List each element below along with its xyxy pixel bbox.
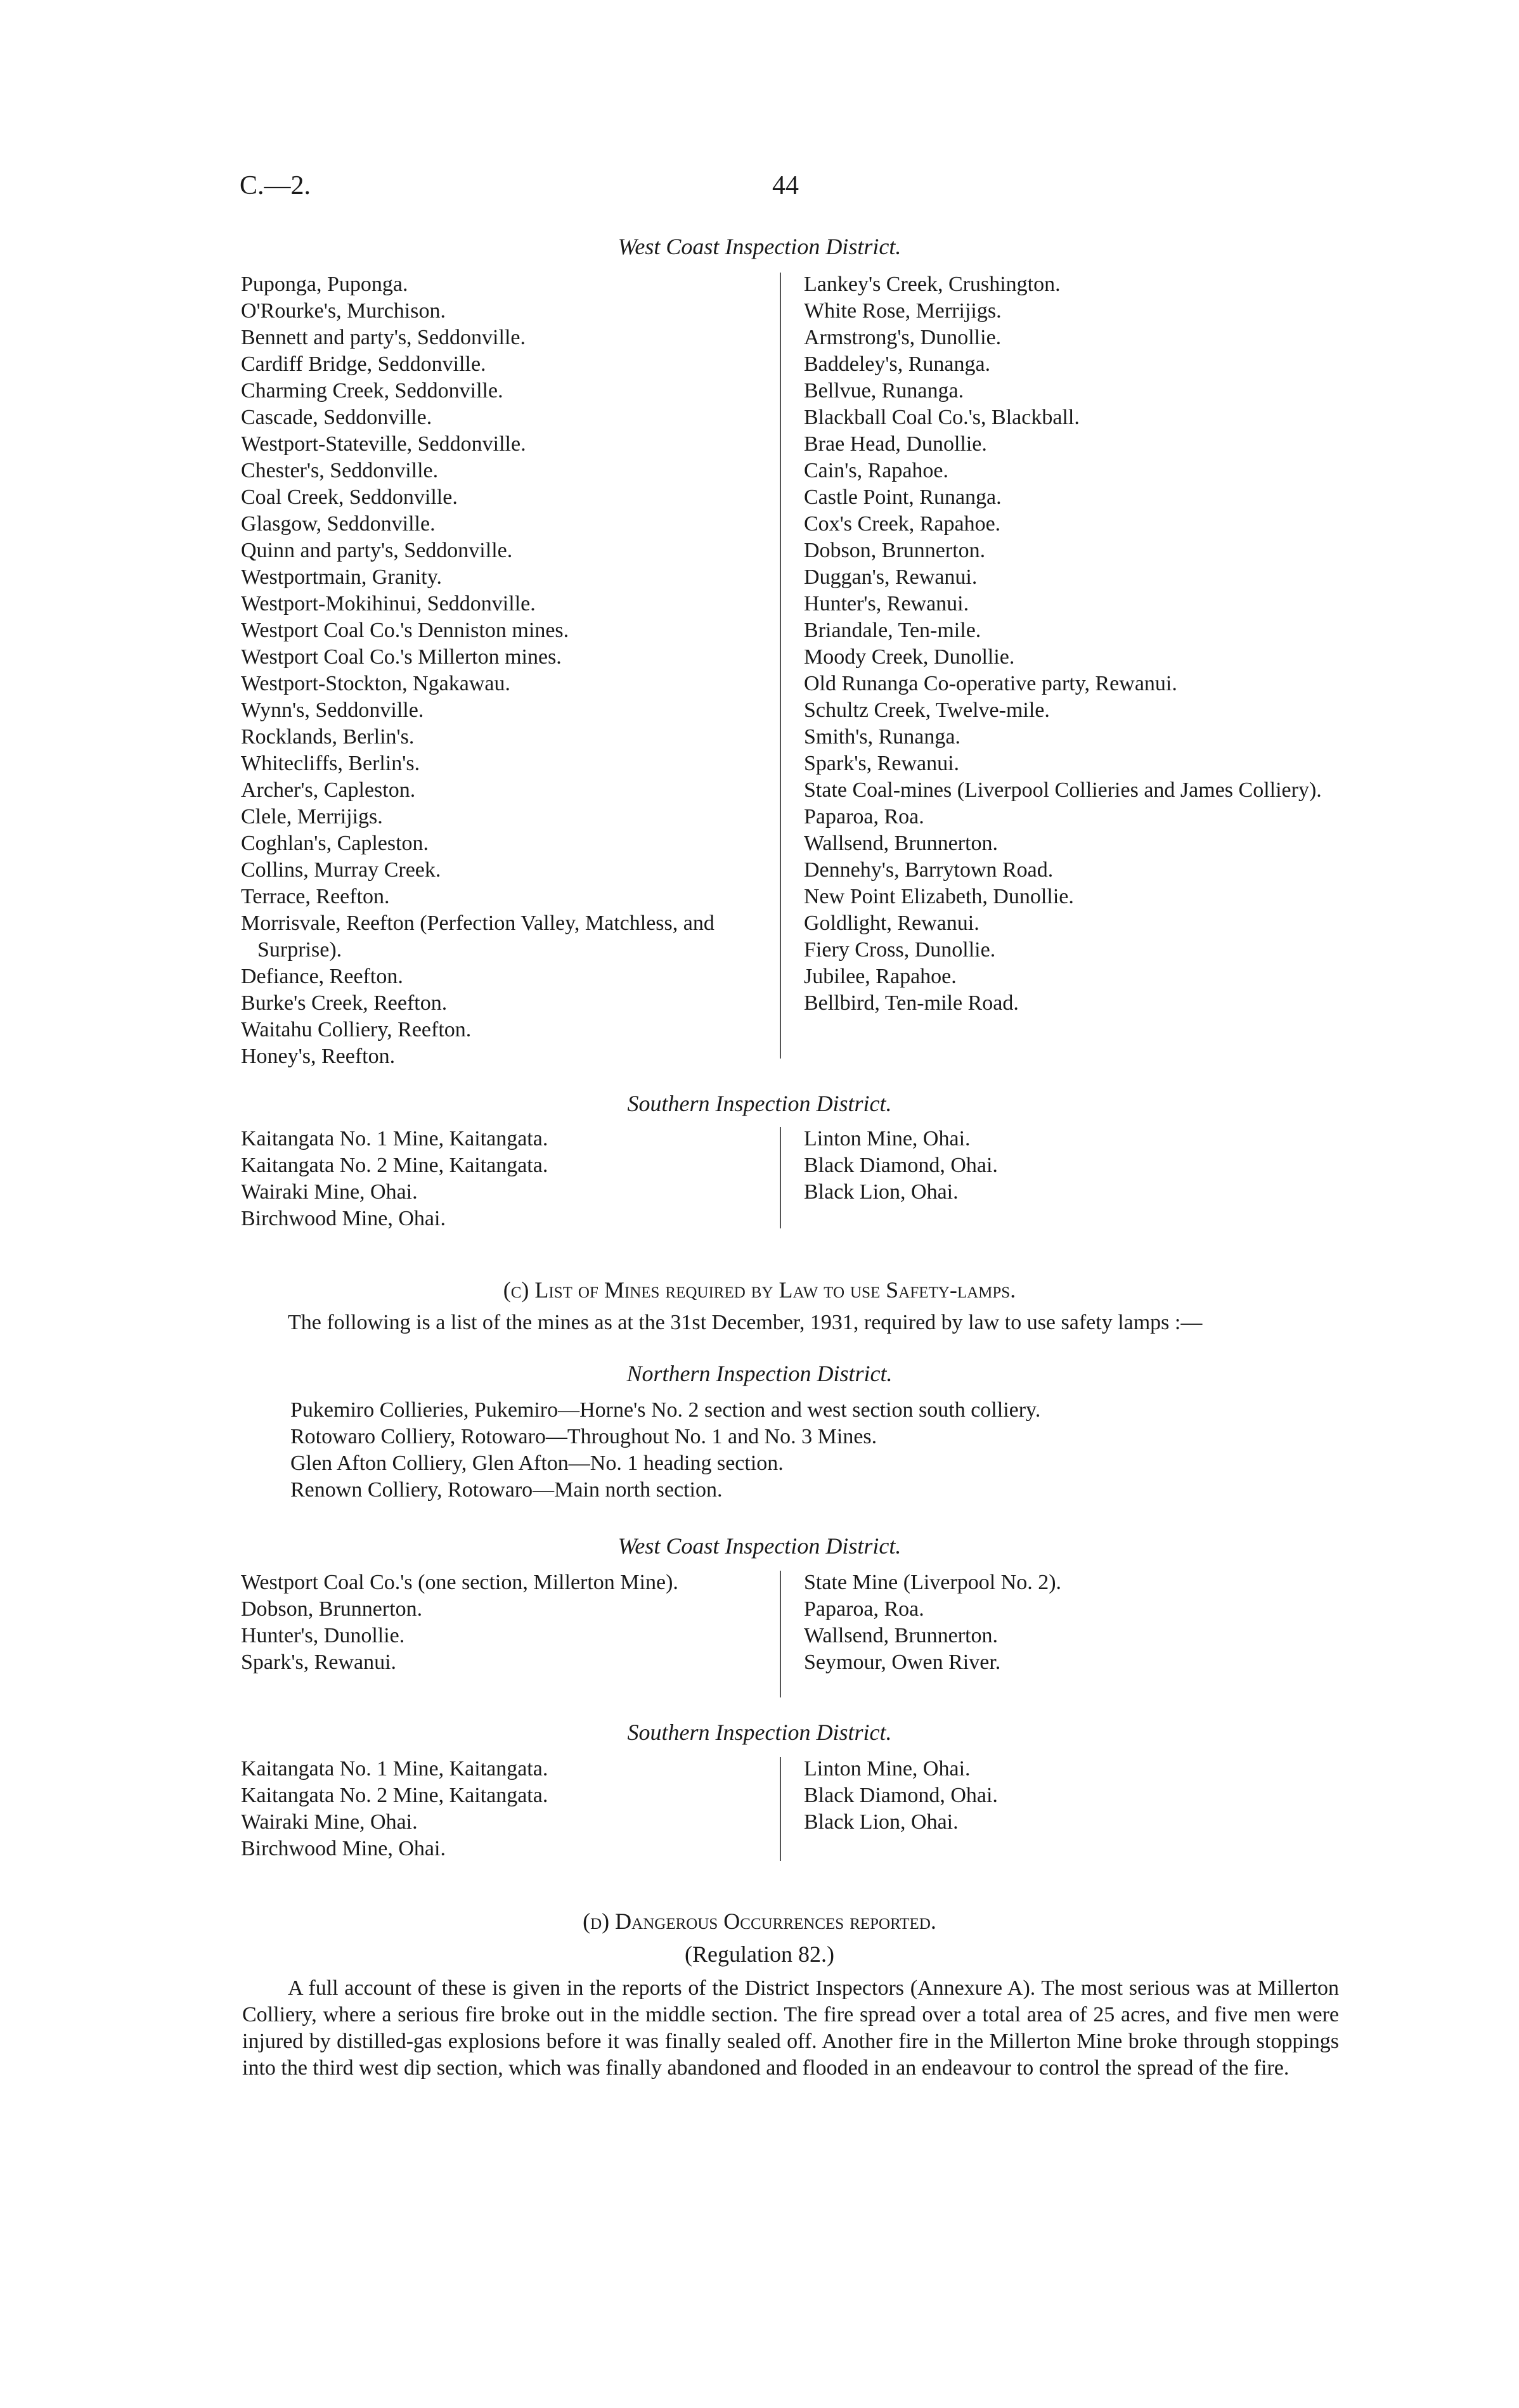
mine-entry: Castle Point, Runanga. [804, 486, 1002, 509]
mine-entry: Cain's, Rapahoe. [804, 459, 949, 482]
regulation-note: (Regulation 82.) [685, 1941, 834, 1967]
mine-entry: Paparoa, Roa. [804, 805, 924, 828]
safety-lamps-intro [242, 1310, 1339, 1336]
safety-lamp-mine-entry: Dobson, Brunnerton. [241, 1597, 423, 1621]
mine-entry: Fiery Cross, Dunollie. [804, 938, 996, 962]
mine-entry: Collins, Murray Creek. [241, 858, 441, 882]
safety-lamp-mine-entry: Seymour, Owen River. [804, 1651, 1001, 1674]
dangerous-paragraph-text: A full account of these is given in the reports of the District Inspectors (Annexure A). The most serious was at Millerton Colliery, where a serious fire broke out in the middle section. The fire spread over a total area of 25 acres, and five men were injured by distilled-gas explosions before it was finally sealed off. Another fire in the Millerton Mine broke through stoppings into the third west dip section, which was finally abandoned and flooded in an endeavour to control the spread of the fire. [242, 1976, 1339, 2080]
mine-entry: Lankey's Creek, Crushington. [804, 273, 1061, 296]
mine-entry: Schultz Creek, Twelve-mile. [804, 699, 1050, 722]
column-divider [780, 1127, 781, 1228]
southern-left-list [241, 1126, 773, 1232]
safety-lamp-mine-entry: Kaitangata No. 1 Mine, Kaitangata. [241, 1757, 548, 1780]
safety-lamp-mine-entry: Kaitangata No. 2 Mine, Kaitangata. [241, 1784, 548, 1807]
mine-entry: Baddeley's, Runanga. [804, 352, 991, 376]
mine-entry: Brae Head, Dunollie. [804, 432, 987, 456]
mine-entry: Westport-Stateville, Seddonville. [241, 432, 526, 456]
safety-lamp-mine-entry: Birchwood Mine, Ohai. [241, 1837, 446, 1860]
mine-entry: Jubilee, Rapahoe. [804, 965, 957, 988]
west-coast-lamps-left-list [241, 1569, 773, 1676]
mine-entry: Chester's, Seddonville. [241, 459, 439, 482]
safety-lamp-mine-entry: Linton Mine, Ohai. [804, 1757, 971, 1780]
mine-entry: Duggan's, Rewanui. [804, 565, 978, 589]
document-code: C.—2. [240, 171, 311, 200]
mine-entry: Wynn's, Seddonville. [241, 699, 424, 722]
west-coast-lamps-right-list [804, 1569, 1343, 1676]
west-coast-right-list [804, 271, 1343, 1017]
mine-entry: Wallsend, Brunnerton. [804, 832, 999, 855]
safety-lamps-intro-text: The following is a list of the mines as at the 31st December, 1931, required by law to use safety lamps :— [288, 1311, 1203, 1334]
page-number: 44 [772, 171, 799, 200]
section-title-west-coast-lamps: West Coast Inspection District. [617, 1533, 902, 1559]
mine-entry: Goldlight, Rewanui. [804, 911, 979, 935]
mine-entry: Black Diamond, Ohai. [804, 1154, 998, 1177]
mine-entry: Bellvue, Runanga. [804, 379, 964, 402]
safety-lamp-mine-entry: Renown Colliery, Rotowaro—Main north section. [290, 1478, 723, 1502]
section-title-southern-lamps: Southern Inspection District. [627, 1720, 892, 1745]
safety-lamp-mine-entry: Wallsend, Brunnerton. [804, 1624, 999, 1647]
mine-entry: Blackball Coal Co.'s, Blackball. [804, 406, 1080, 429]
mine-entry: Westportmain, Granity. [241, 565, 443, 589]
west-coast-left-list [241, 271, 773, 1070]
mine-entry: Cascade, Seddonville. [241, 406, 432, 429]
safety-lamp-mine-entry: Paparoa, Roa. [804, 1597, 924, 1621]
mine-entry: Birchwood Mine, Ohai. [241, 1207, 446, 1230]
mine-entry: Archer's, Capleston. [241, 778, 416, 802]
safety-lamp-mine-entry: Westport Coal Co.'s (one section, Millerton Mine). [241, 1571, 678, 1594]
section-title-west-coast: West Coast Inspection District. [617, 234, 902, 259]
mine-entry: Linton Mine, Ohai. [804, 1127, 971, 1150]
safety-lamp-mine-entry: Glen Afton Colliery, Glen Afton—No. 1 heading section. [290, 1452, 784, 1475]
mine-entry: Kaitangata No. 2 Mine, Kaitangata. [241, 1154, 548, 1177]
mine-entry: White Rose, Merrijigs. [804, 299, 1002, 323]
southern-right-list [804, 1126, 1343, 1206]
mine-entry: Coal Creek, Seddonville. [241, 486, 458, 509]
mine-entry: New Point Elizabeth, Dunollie. [804, 885, 1074, 908]
safety-lamp-mine-entry: Spark's, Rewanui. [241, 1651, 397, 1674]
column-divider [780, 1571, 781, 1697]
northern-list [290, 1397, 1040, 1503]
safety-lamp-mine-entry: Wairaki Mine, Ohai. [241, 1810, 418, 1834]
mine-entry: Briandale, Ten-mile. [804, 619, 981, 642]
column-divider [780, 273, 781, 1059]
safety-lamps-heading: (c) List of Mines required by Law to use Safety-lamps. [503, 1277, 1016, 1303]
mine-entry: Moody Creek, Dunollie. [804, 645, 1015, 669]
mine-entry: Wairaki Mine, Ohai. [241, 1180, 418, 1204]
mine-entry: Old Runanga Co-operative party, Rewanui. [804, 672, 1177, 695]
mine-entry: Burke's Creek, Reefton. [241, 991, 448, 1015]
mine-entry: Black Lion, Ohai. [804, 1180, 959, 1204]
section-title-southern: Southern Inspection District. [627, 1091, 892, 1116]
mine-entry: Coghlan's, Capleston. [241, 832, 429, 855]
mine-entry: Westport-Stockton, Ngakawau. [241, 672, 510, 695]
mine-entry: Clele, Merrijigs. [241, 805, 383, 828]
mine-entry: Bennett and party's, Seddonville. [241, 326, 526, 349]
column-divider [780, 1757, 781, 1861]
safety-lamp-mine-entry: Pukemiro Collieries, Pukemiro—Horne's No. 2 section and west section south colliery. [290, 1398, 1041, 1422]
section-title-northern: Northern Inspection District. [626, 1361, 893, 1386]
mine-entry: Westport Coal Co.'s Denniston mines. [241, 619, 569, 642]
mine-entry: Rocklands, Berlin's. [241, 725, 415, 749]
safety-lamp-mine-entry: Black Lion, Ohai. [804, 1810, 959, 1834]
southern-lamps-left-list [241, 1756, 773, 1862]
safety-lamp-mine-entry: State Mine (Liverpool No. 2). [804, 1571, 1062, 1594]
safety-lamp-mine-entry: Hunter's, Dunollie. [241, 1624, 405, 1647]
mine-entry: Kaitangata No. 1 Mine, Kaitangata. [241, 1127, 548, 1150]
mine-entry: O'Rourke's, Murchison. [241, 299, 446, 323]
mine-entry: Honey's, Reefton. [241, 1045, 396, 1068]
mine-entry: Puponga, Puponga. [241, 273, 408, 296]
dangerous-heading: (d) Dangerous Occurrences reported. [583, 1909, 936, 1934]
mine-entry: State Coal-mines (Liverpool Collieries and James Colliery). [804, 778, 1322, 802]
mine-entry: Westport-Mokihinui, Seddonville. [241, 592, 536, 615]
mine-entry: Smith's, Runanga. [804, 725, 960, 749]
mine-entry: Cardiff Bridge, Seddonville. [241, 352, 486, 376]
safety-lamp-mine-entry: Rotowaro Colliery, Rotowaro—Throughout No. 1 and No. 3 Mines. [290, 1425, 877, 1448]
mine-entry: Charming Creek, Seddonville. [241, 379, 503, 402]
mine-entry: Waitahu Colliery, Reefton. [241, 1018, 472, 1041]
mine-entry: Westport Coal Co.'s Millerton mines. [241, 645, 562, 669]
mine-entry: Cox's Creek, Rapahoe. [804, 512, 1001, 536]
dangerous-paragraph [242, 1975, 1339, 2082]
mine-entry: Bellbird, Ten-mile Road. [804, 991, 1019, 1015]
mine-entry: Defiance, Reefton. [241, 965, 403, 988]
mine-entry: Whitecliffs, Berlin's. [241, 752, 420, 775]
mine-entry: Hunter's, Rewanui. [804, 592, 969, 615]
mine-entry: Glasgow, Seddonville. [241, 512, 436, 536]
mine-entry: Quinn and party's, Seddonville. [241, 539, 513, 562]
mine-entry: Armstrong's, Dunollie. [804, 326, 1002, 349]
southern-lamps-right-list [804, 1756, 1343, 1836]
safety-lamp-mine-entry: Black Diamond, Ohai. [804, 1784, 998, 1807]
mine-entry: Dobson, Brunnerton. [804, 539, 986, 562]
mine-entry: Spark's, Rewanui. [804, 752, 960, 775]
mine-entry: Dennehy's, Barrytown Road. [804, 858, 1054, 882]
mine-entry: Terrace, Reefton. [241, 885, 390, 908]
mine-entry: Morrisvale, Reefton (Perfection Valley, Matchless, and Surprise). [241, 911, 714, 962]
